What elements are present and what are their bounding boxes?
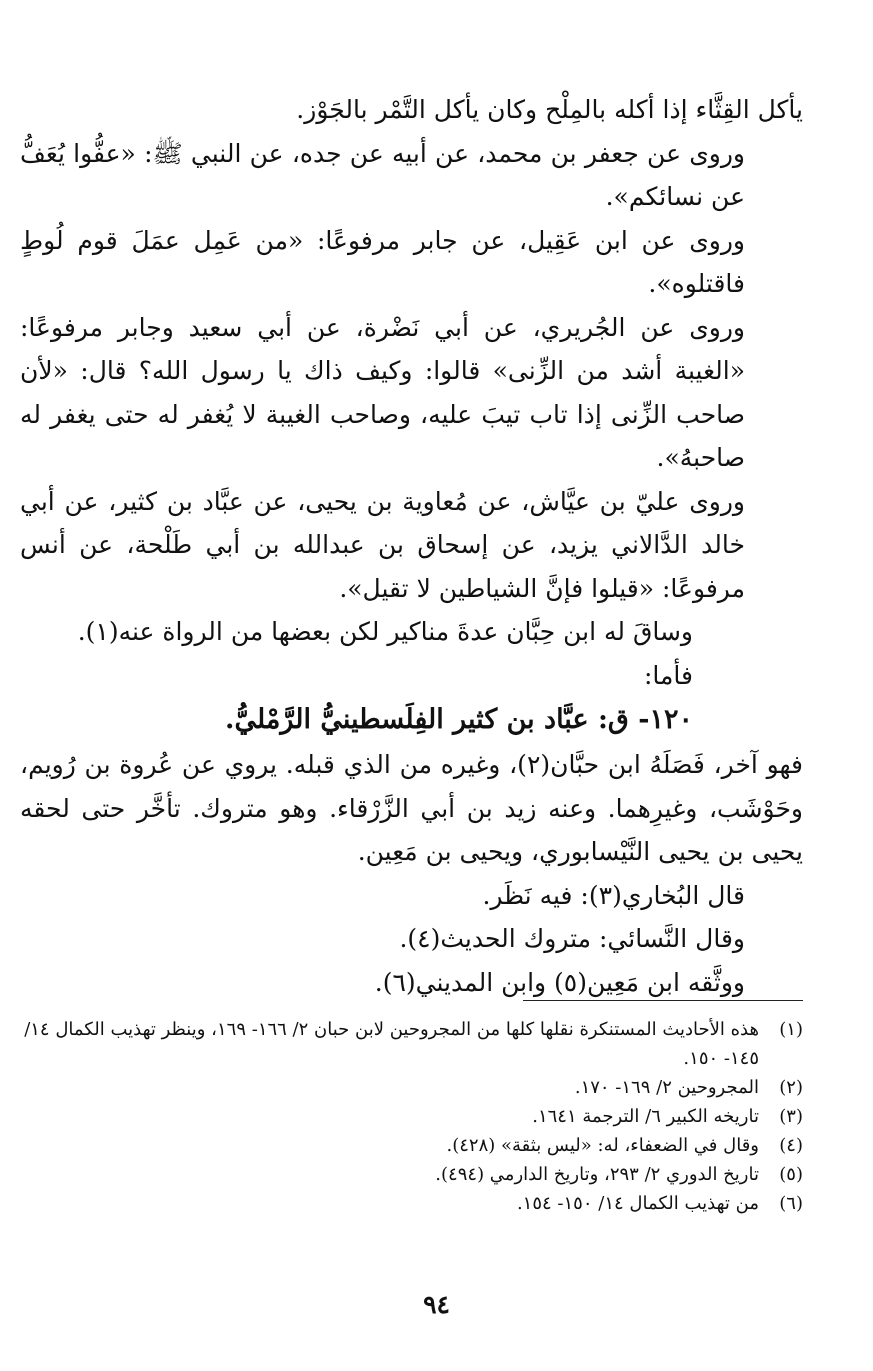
footnotes <box>20 1015 803 1218</box>
footnote-number: (٣) <box>779 1106 803 1127</box>
footnote-separator <box>523 1000 803 1001</box>
footnote-number: (٤) <box>779 1135 803 1156</box>
page-number: ٩٤ <box>423 1290 450 1319</box>
footnote <box>20 1160 803 1189</box>
paragraph: وساقَ له ابن حِبَّان عدةَ مناكير لكن بعضها من الرواة عنه(١). <box>77 617 693 646</box>
paragraph: فأما: <box>644 660 693 690</box>
footnote <box>20 1189 803 1218</box>
footnote-number: (١) <box>779 1019 803 1040</box>
main-text <box>20 88 803 1004</box>
footnote <box>20 1102 803 1131</box>
footnote <box>20 1131 803 1160</box>
footnote-number: (٦) <box>779 1193 803 1214</box>
footnote-text: من تهذيب الكمال ١٤/ ١٥٠- ١٥٤. <box>516 1193 759 1214</box>
paragraph: قال البُخاري(٣): فيه نَظَر. <box>482 880 745 910</box>
paragraph: وروى عن ابن عَقِيل، عن جابر مرفوعًا: «من عَمِل عمَلَ قوم لُوطٍ فاقتلوه». <box>20 225 745 298</box>
paragraph: يأكل القِثَّاء إذا أكله بالمِلْح وكان يأكل التَّمْر بالجَوْز. <box>296 95 803 124</box>
paragraph: وروى عن الجُريري، عن أبي نَضْرة، عن أبي سعيد وجابر مرفوعًا: «الغيبة أشد من الزِّنى» قالوا: وكيف ذاك يا رسول الله؟ قال: «لأن صاحب الزِّنى إذا تاب تيبَ عليه، وصاحب الغيبة لا يُغفر له حتى يغفر له صاحبهُ». <box>20 312 745 472</box>
paragraph: وروى عن جعفر بن محمد، عن أبيه عن جده، عن النبي ﷺ: «عفُّوا يُعَفُّ عن نسائكم». <box>20 138 745 211</box>
paragraph: وروى عليّ بن عيَّاش، عن مُعاوية بن يحيى، عن عبَّاد بن كثير، عن أبي خالد الدَّالاني يزيد، عن إسحاق بن عبدالله بن أبي طَلْحة، عن أنس مرفوعًا: «قيلوا فإنَّ الشياطين لا تقيل». <box>20 486 745 603</box>
footnote-text: تاريخ الدوري ٢/ ٢٩٣، وتاريخ الدارمي (٤٩٤). <box>435 1164 759 1185</box>
footnote-number: (٢) <box>779 1077 803 1098</box>
footnote-number: (٥) <box>779 1164 803 1185</box>
footnote-text: وقال في الضعفاء، له: «ليس بثقة» (٤٢٨). <box>446 1135 759 1156</box>
footnote <box>20 1015 803 1073</box>
paragraph: فهو آخر، فَصَلَهُ ابن حبَّان(٢)، وغيره من الذي قبله. يروي عن عُروة بن رُويم، وحَوْشَب، وغيرِهما. وعنه زيد بن أبي الزَّرْقاء. وهو متروك. تأخَّر حتى لحقه يحيى بن يحيى النَّيْسابوري، ويحيى بن مَعِين. <box>20 750 803 866</box>
paragraph: ووثَّقه ابن مَعِين(٥) وابن المديني(٦). <box>374 967 745 997</box>
footnote <box>20 1073 803 1102</box>
entry-heading: ١٢٠- ق: عبَّاد بن كثير الفِلَسطينيُّ الرَّمْليُّ. <box>225 704 693 735</box>
footnote-text: تاريخه الكبير ٦/ الترجمة ١٦٤١. <box>532 1106 759 1127</box>
footnote-text: هذه الأحاديث المستنكرة نقلها كلها من المجروحين لابن حبان ٢/ ١٦٦- ١٦٩، وينظر تهذيب الكمال ١٤/ ١٤٥- ١٥٠. <box>24 1019 759 1069</box>
footnote-text: المجروحين ٢/ ١٦٩- ١٧٠. <box>574 1077 759 1098</box>
paragraph: وقال النَّسائي: متروك الحديث(٤). <box>399 924 745 953</box>
